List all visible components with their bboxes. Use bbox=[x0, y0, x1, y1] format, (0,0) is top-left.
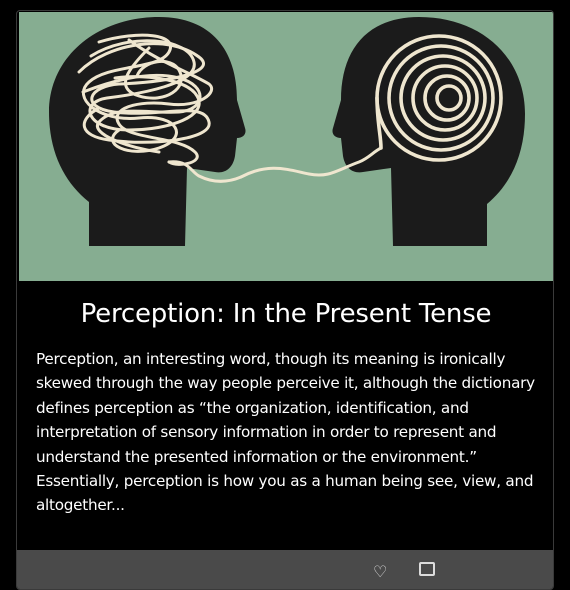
post-card[interactable] bbox=[16, 10, 554, 590]
post-excerpt: Perception, an interesting word, though its meaning is ironically skewed through the way people perceive it, although the dictionary defines perception as “the organization, identification, and interpretation of sensory information in order to represent and understand the presented information or the environment.” Essentially, perception is how you as a human being see, view, and altogether... bbox=[36, 350, 535, 515]
perception-illustration bbox=[19, 12, 553, 281]
post-hero-image[interactable] bbox=[19, 12, 553, 281]
heart-icon[interactable]: ♡ bbox=[373, 564, 388, 581]
right-head-silhouette bbox=[332, 17, 525, 246]
post-footer bbox=[17, 550, 554, 590]
comment-icon[interactable] bbox=[419, 562, 435, 576]
post-title[interactable]: Perception: In the Present Tense bbox=[80, 299, 492, 329]
